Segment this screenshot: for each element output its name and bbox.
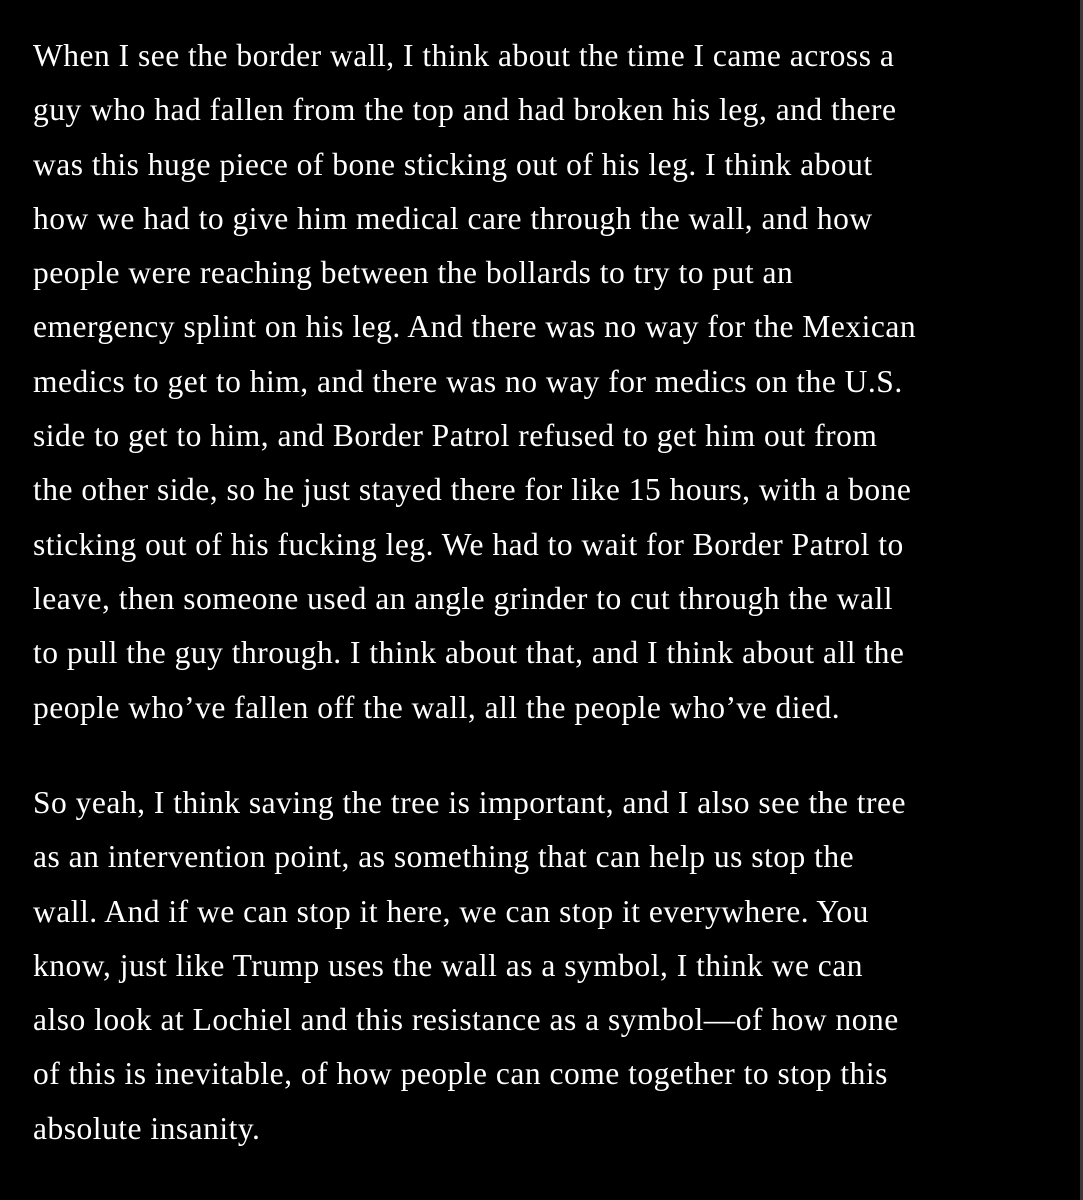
paragraph-2 bbox=[33, 776, 906, 1156]
text-line: emergency splint on his leg. And there was no way for the Mexican bbox=[33, 309, 917, 345]
text-line: was this huge piece of bone sticking out of his leg. I think about bbox=[33, 146, 873, 182]
text-line: leave, then someone used an angle grinder to cut through the wall bbox=[33, 580, 893, 616]
paragraph-1 bbox=[33, 29, 916, 735]
text-line: side to get to him, and Border Patrol refused to get him out from bbox=[33, 418, 878, 454]
text-line: absolute insanity. bbox=[33, 1110, 261, 1146]
text-line: how we had to give him medical care through the wall, and how bbox=[33, 200, 873, 236]
text-line: people were reaching between the bollards to try to put an bbox=[33, 255, 794, 291]
text-line: the other side, so he just stayed there for like 15 hours, with a bone bbox=[33, 472, 912, 508]
text-line: of this is inevitable, of how people can come together to stop this bbox=[33, 1056, 888, 1092]
text-line: wall. And if we can stop it here, we can stop it everywhere. You bbox=[33, 893, 869, 929]
text-line: sticking out of his fucking leg. We had to wait for Border Patrol to bbox=[33, 526, 904, 562]
text-line: So yeah, I think saving the tree is important, and I also see the tree bbox=[33, 785, 907, 820]
text-line: people who’ve fallen off the wall, all the people who’ve died. bbox=[33, 689, 841, 725]
text-line: When I see the border wall, I think about the time I came across a bbox=[33, 38, 895, 73]
text-line: to pull the guy through. I think about that, and I think about all the bbox=[33, 635, 905, 671]
text-line: guy who had fallen from the top and had broken his leg, and there bbox=[33, 92, 897, 128]
text-line: also look at Lochiel and this resistance as a symbol—of how none bbox=[33, 1002, 899, 1038]
text-line: medics to get to him, and there was no way for medics on the U.S. bbox=[33, 363, 903, 399]
text-line: as an intervention point, as something that can help us stop the bbox=[33, 839, 855, 875]
text-line: know, just like Trump uses the wall as a symbol, I think we can bbox=[33, 947, 864, 983]
